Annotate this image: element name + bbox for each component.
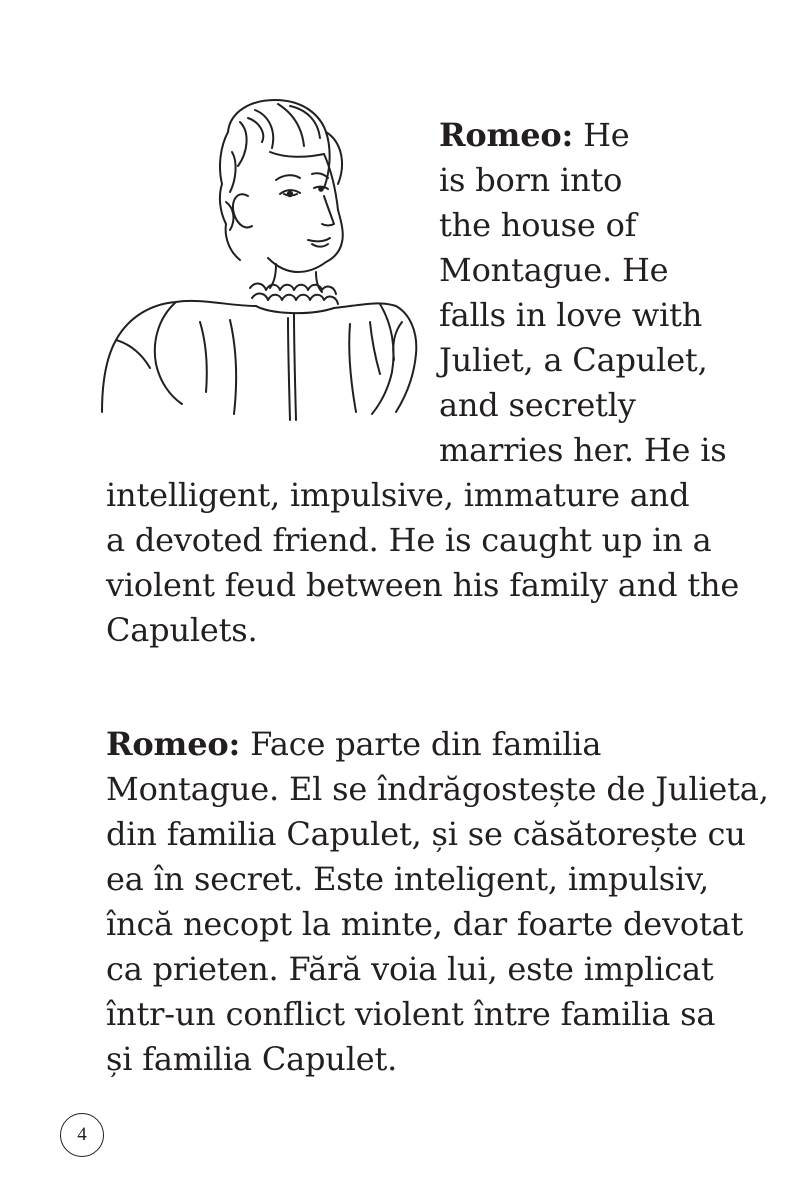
english-text-line: Romeo: He: [439, 116, 630, 154]
english-text-line: and secretly: [439, 386, 636, 424]
english-text-line: marries her. He is: [439, 431, 727, 469]
english-text-line: intelligent, impulsive, immature and: [106, 476, 690, 514]
page-number: 4: [77, 1124, 87, 1145]
english-text-line: violent feud between his family and the: [106, 566, 740, 604]
english-text-line: the house of: [439, 206, 637, 244]
romanian-text-line: ca prieten. Fără voia lui, este implicat: [106, 950, 714, 988]
romeo-portrait-illustration: [80, 92, 420, 422]
english-text-line: Capulets.: [106, 611, 258, 649]
english-character-name: Romeo:: [439, 116, 574, 154]
romanian-text-line: Romeo: Face parte din familia: [106, 725, 602, 763]
english-text-line: Montague. He: [439, 251, 669, 289]
romanian-text-line: ea în secret. Este inteligent, impulsiv,: [106, 860, 710, 898]
english-text-line: a devoted friend. He is caught up in a: [106, 521, 712, 559]
romanian-text-line: și familia Capulet.: [106, 1040, 398, 1078]
english-text-line: is born into: [439, 161, 623, 199]
romanian-character-name: Romeo:: [106, 725, 241, 763]
romanian-text-line: încă necopt la minte, dar foarte devotat: [106, 905, 744, 943]
romanian-text-line: Montague. El se îndrăgostește de Julieta,: [106, 770, 769, 808]
romanian-text-line: într-un conflict violent între familia sa: [106, 995, 716, 1033]
english-text-line: falls in love with: [439, 296, 703, 334]
english-text-line: Juliet, a Capulet,: [439, 341, 708, 379]
page-number-badge: [60, 1113, 104, 1157]
romanian-text-line: din familia Capulet, și se căsătorește cu: [106, 815, 746, 853]
